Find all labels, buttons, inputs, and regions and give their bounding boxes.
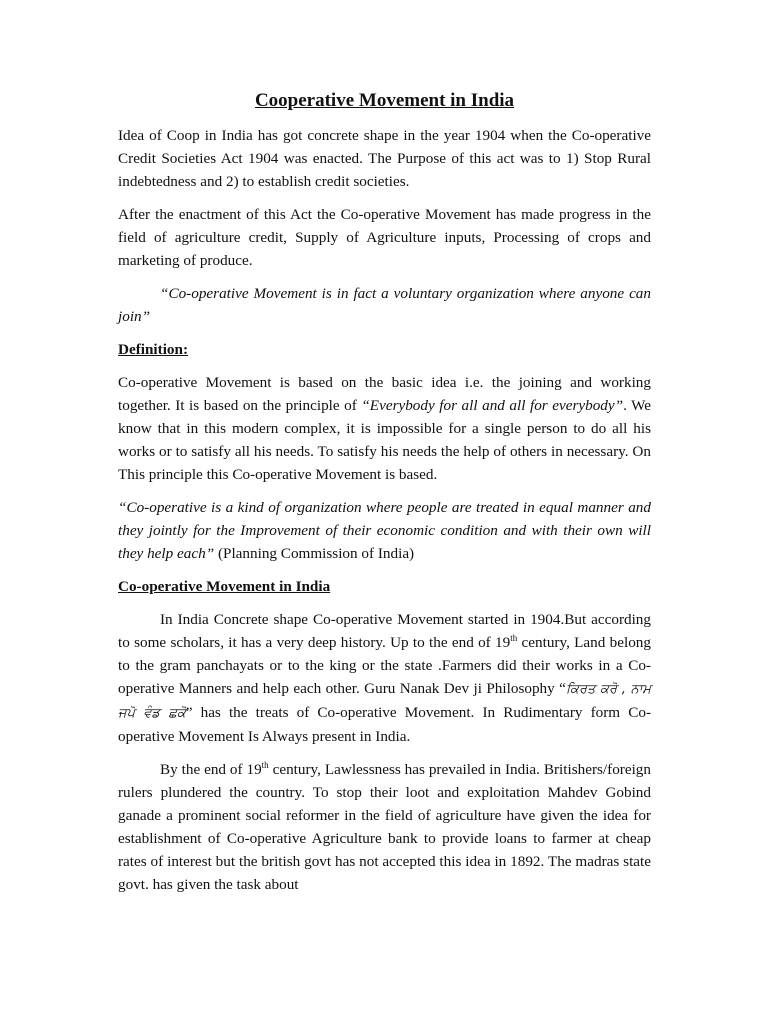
century-text-a: By the end of 19 (160, 761, 262, 778)
page-title: Cooperative Movement in India (254, 90, 515, 111)
paragraph-definition (118, 371, 651, 486)
definition-heading: Definition: (118, 341, 189, 358)
history-text-a: In India Concrete shape Co-operative Movement started in 1904.But according to some scholars, it has a very deep history. Up to the end of 19 (118, 611, 651, 651)
history-text-b: century, Land belong to the gram panchayats or to the king or the state .Farmers did their works in a Co-operative Manners and help each other. Guru Nanak Dev ji Philosophy “ (118, 634, 651, 697)
quote-cooperative-definition: “Co-operative is a kind of organization where people are treated in equal manner and they jointly for the Improvement of their economic condition and with their own will they help each” (118, 499, 651, 562)
paragraph-history (118, 608, 651, 748)
quote-voluntary-organization: “Co-operative Movement is in fact a voluntary organization where anyone can join” (118, 285, 651, 325)
definition-text-a: Co-operative Movement is based on the basic idea i.e. the joining and working together. It is based on the principle of (118, 374, 651, 414)
century-text-b: century, Lawlessness has prevailed in India. Britishers/foreign rulers plundered the country. To stop their loot and exploitation Mahdev Gobind ganade a prominent social reformer in the field of agriculture have given the idea for establishment of Co-operative Agriculture bank to provide loans to farmer at cheap rates of interest but the british govt has not accepted this idea in 1892. The madras state govt. has given the task about (118, 761, 651, 893)
punjabi-philosophy-text: ਕਿਰਤ ਕਰੋ , ਨਾਮ ਜਪੋ ਵੰਡ ਛਕੋ (118, 682, 651, 721)
paragraph-progress: After the enactment of this Act the Co-operative Movement has made progress in the field of agriculture credit, Supply of Agriculture inputs, Processing of crops and marketing of produce. (118, 206, 651, 269)
quote-source: (Planning Commission of India) (214, 545, 415, 562)
document-page (118, 88, 651, 906)
paragraph-19th-century (118, 758, 651, 896)
history-sup: th (510, 633, 518, 643)
century-sup: th (261, 760, 269, 770)
history-text-c: ” has the treats of Co-operative Movement. In Rudimentary form Co-operative Movement Is Always present in India. (118, 704, 652, 745)
section-heading: Co-operative Movement in India (118, 578, 331, 595)
definition-principle: “Everybody for all and all for everybody” (361, 397, 624, 414)
paragraph-planning-commission-quote (118, 496, 651, 565)
paragraph-intro: Idea of Coop in India has got concrete shape in the year 1904 when the Co-operative Credit Societies Act 1904 was enacted. The Purpose of this act was to 1) Stop Rural indebtedness and 2) to establish credit societies. (118, 127, 651, 190)
definition-text-c: . We know that in this modern complex, it is impossible for a single person to do all his works or to satisfy all his needs. To satisfy his needs the help of others in necessary. On This principle this Co-operative Movement is based. (118, 397, 651, 483)
